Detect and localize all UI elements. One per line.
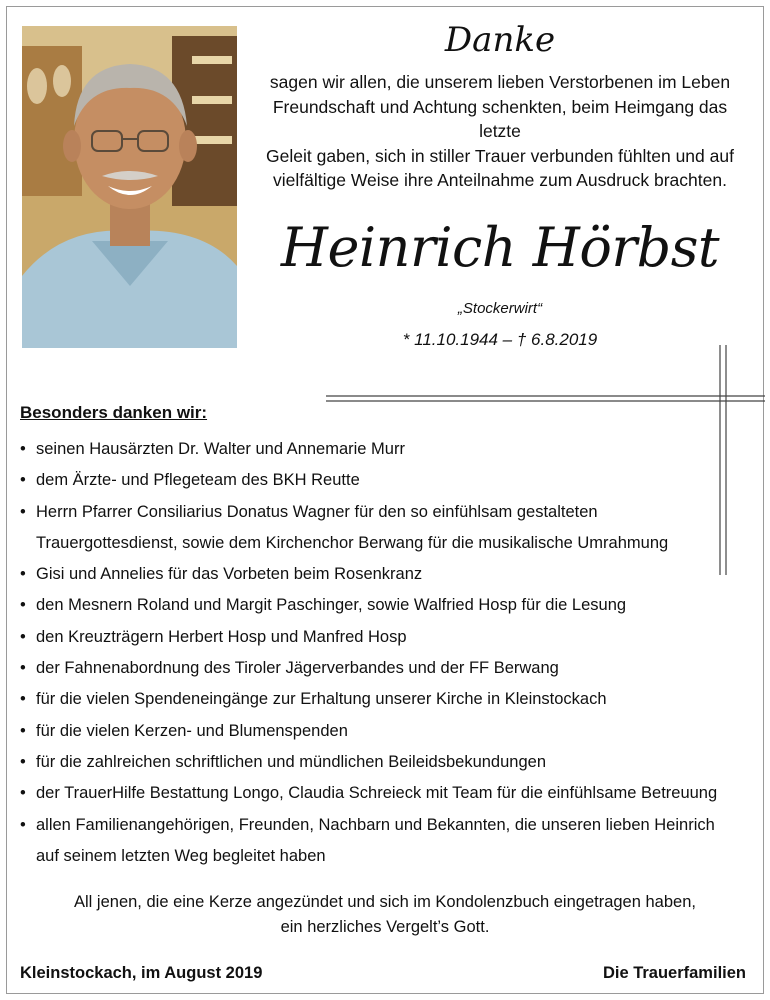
deceased-name: Heinrich Hörbst (280, 216, 720, 279)
intro-line: Freundschaft und Achtung schenkten, beim Heimgang das letzte (272, 96, 728, 141)
list-item: • dem Ärzte- und Pflegeteam des BKH Reutte (20, 465, 760, 496)
signature: Die Trauerfamilien (602, 964, 746, 982)
list-item-continuation: auf seinem letzten Weg begleitet haben (36, 846, 326, 865)
closing-line: ein herzliches Vergelt’s Gott. (280, 918, 490, 936)
list-item: • für die vielen Kerzen- und Blumenspenden (20, 716, 760, 747)
thanks-list (20, 434, 760, 872)
closing-line: All jenen, die eine Kerze angezündet und sich im Kondolenzbuch eingetragen haben, (74, 893, 696, 911)
place-date: Kleinstockach, im August 2019 (20, 964, 263, 982)
heading-danke: Danke (444, 20, 556, 60)
list-item: • allen Familienangehörigen, Freunden, Nachbarn und Bekannten, die unseren lieben Heinrich (20, 810, 760, 841)
intro-line: vielfältige Weise ihre Anteilnahme zum Ausdruck brachten. (273, 170, 727, 190)
list-item: • für die zahlreichen schriftlichen und mündlichen Beileidsbekundungen (20, 747, 760, 778)
list-item: • der Fahnenabordnung des Tiroler Jägerverbandes und der FF Berwang (20, 653, 760, 684)
list-item: • Herrn Pfarrer Consiliarius Donatus Wagner für den so einfühlsam gestalteten (20, 497, 760, 528)
life-dates: * 11.10.1944 – † 6.8.2019 (402, 330, 598, 349)
list-item-continuation: Trauergottesdienst, sowie dem Kirchenchor Berwang für die musikalische Umrahmung (36, 533, 669, 552)
list-item: • den Mesnern Roland und Margit Paschinger, sowie Walfried Hosp für die Lesung (20, 590, 760, 621)
list-item: • seinen Hausärzten Dr. Walter und Annemarie Murr (20, 434, 760, 465)
list-item: • für die vielen Spendeneingänge zur Erhaltung unserer Kirche in Kleinstockach (20, 684, 760, 715)
closing-text (20, 890, 750, 940)
deceased-nickname: „Stockerwirt“ (457, 300, 543, 317)
intro-line: sagen wir allen, die unserem lieben Verstorbenen im Leben (269, 72, 731, 92)
list-item: • der TrauerHilfe Bestattung Longo, Claudia Schreieck mit Team für die einfühlsame Betreuung (20, 778, 760, 809)
section-heading: Besonders danken wir: (20, 403, 208, 422)
intro-line: Geleit gaben, sich in stiller Trauer verbunden fühlten und auf (266, 145, 734, 166)
list-item: • den Kreuzträgern Herbert Hosp und Manfred Hosp (20, 622, 760, 653)
list-item: • Gisi und Annelies für das Vorbeten beim Rosenkranz (20, 559, 760, 590)
